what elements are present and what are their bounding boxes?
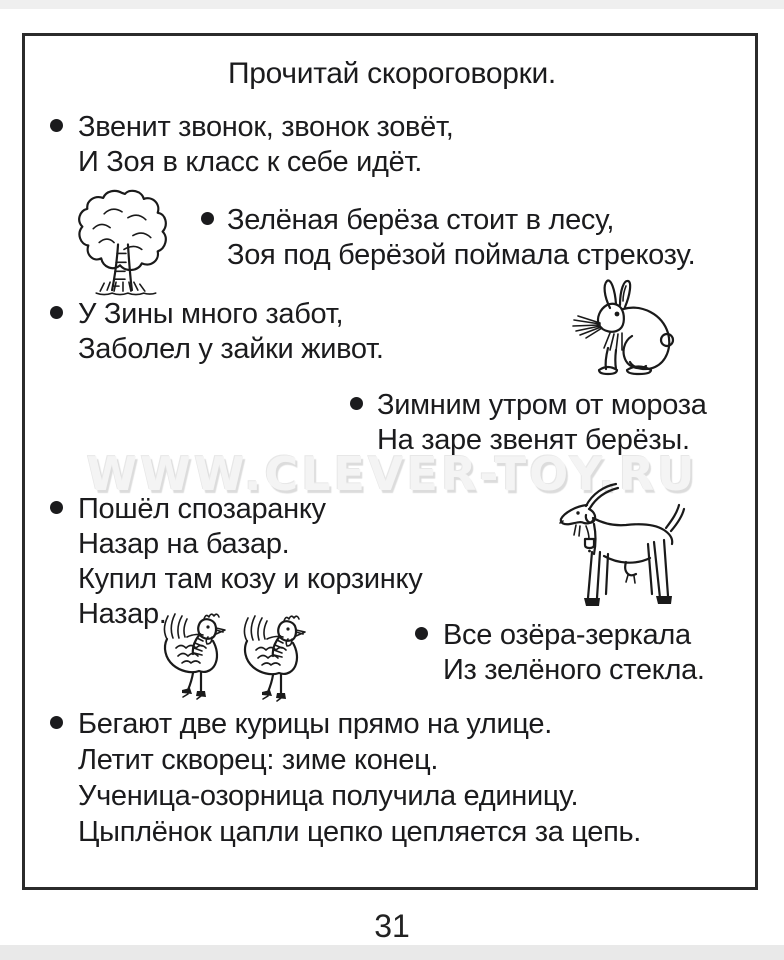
goat-illustration <box>556 482 692 616</box>
tw-line: И Зоя в класс к себе идёт. <box>78 146 422 178</box>
tw-line: Бегают две курицы прямо на улице. <box>78 708 552 740</box>
page-number: 31 <box>374 908 410 944</box>
tw-line: Ученица-озорница получила единицу. <box>78 780 579 812</box>
birch-tree-illustration <box>76 188 168 302</box>
bullet-dot <box>201 212 214 225</box>
tw-line: Цыплёнок цапли цепко цепляется за цепь. <box>78 816 642 848</box>
tw-line: Купил там козу и корзинку <box>78 563 423 595</box>
scan-edge-top <box>0 0 784 9</box>
tw-line: Летит скворец: зиме конец. <box>78 744 439 776</box>
rabbit-illustration <box>570 278 678 380</box>
tw-line: На заре звенят берёзы. <box>377 424 690 456</box>
tw-line: Зимним утром от мороза <box>377 389 707 421</box>
tongue-twister-2 <box>227 203 695 273</box>
tw-line: Звенит звонок, звонок зовёт, <box>78 111 454 143</box>
tongue-twister-4 <box>377 388 707 458</box>
tw-line: У Зины много забот, <box>78 298 344 330</box>
tw-line: Все озёра-зеркала <box>443 619 691 651</box>
watermark-text: WWW.CLEVER-TOY.RU <box>86 447 698 501</box>
tw-line: Заболел у зайки живот. <box>78 333 384 365</box>
bullet-dot <box>415 627 428 640</box>
tongue-twister-6 <box>443 618 705 688</box>
tw-line: Назар. <box>78 598 167 630</box>
tongue-twister-3 <box>78 297 384 367</box>
bullet-dot <box>50 119 63 132</box>
bullet-dot <box>50 306 63 319</box>
tw-line: Назар на базар. <box>78 528 290 560</box>
tw-line: Зоя под берёзой поймала стрекозу. <box>227 239 696 271</box>
bullet-dot <box>50 716 63 729</box>
tw-line: Зелёная берёза стоит в лесу, <box>227 204 615 236</box>
page-title: Прочитай скороговорки. <box>228 57 556 90</box>
bullet-dot <box>50 501 63 514</box>
tongue-twister-1 <box>78 110 453 180</box>
tongue-twister-5 <box>78 492 422 632</box>
bullet-dot <box>350 397 363 410</box>
tw-line: Пошёл спозаранку <box>78 493 326 525</box>
tongue-twister-7 <box>78 706 641 850</box>
scan-edge-bottom <box>0 945 784 960</box>
tw-line: Из зелёного стекла. <box>443 654 705 686</box>
